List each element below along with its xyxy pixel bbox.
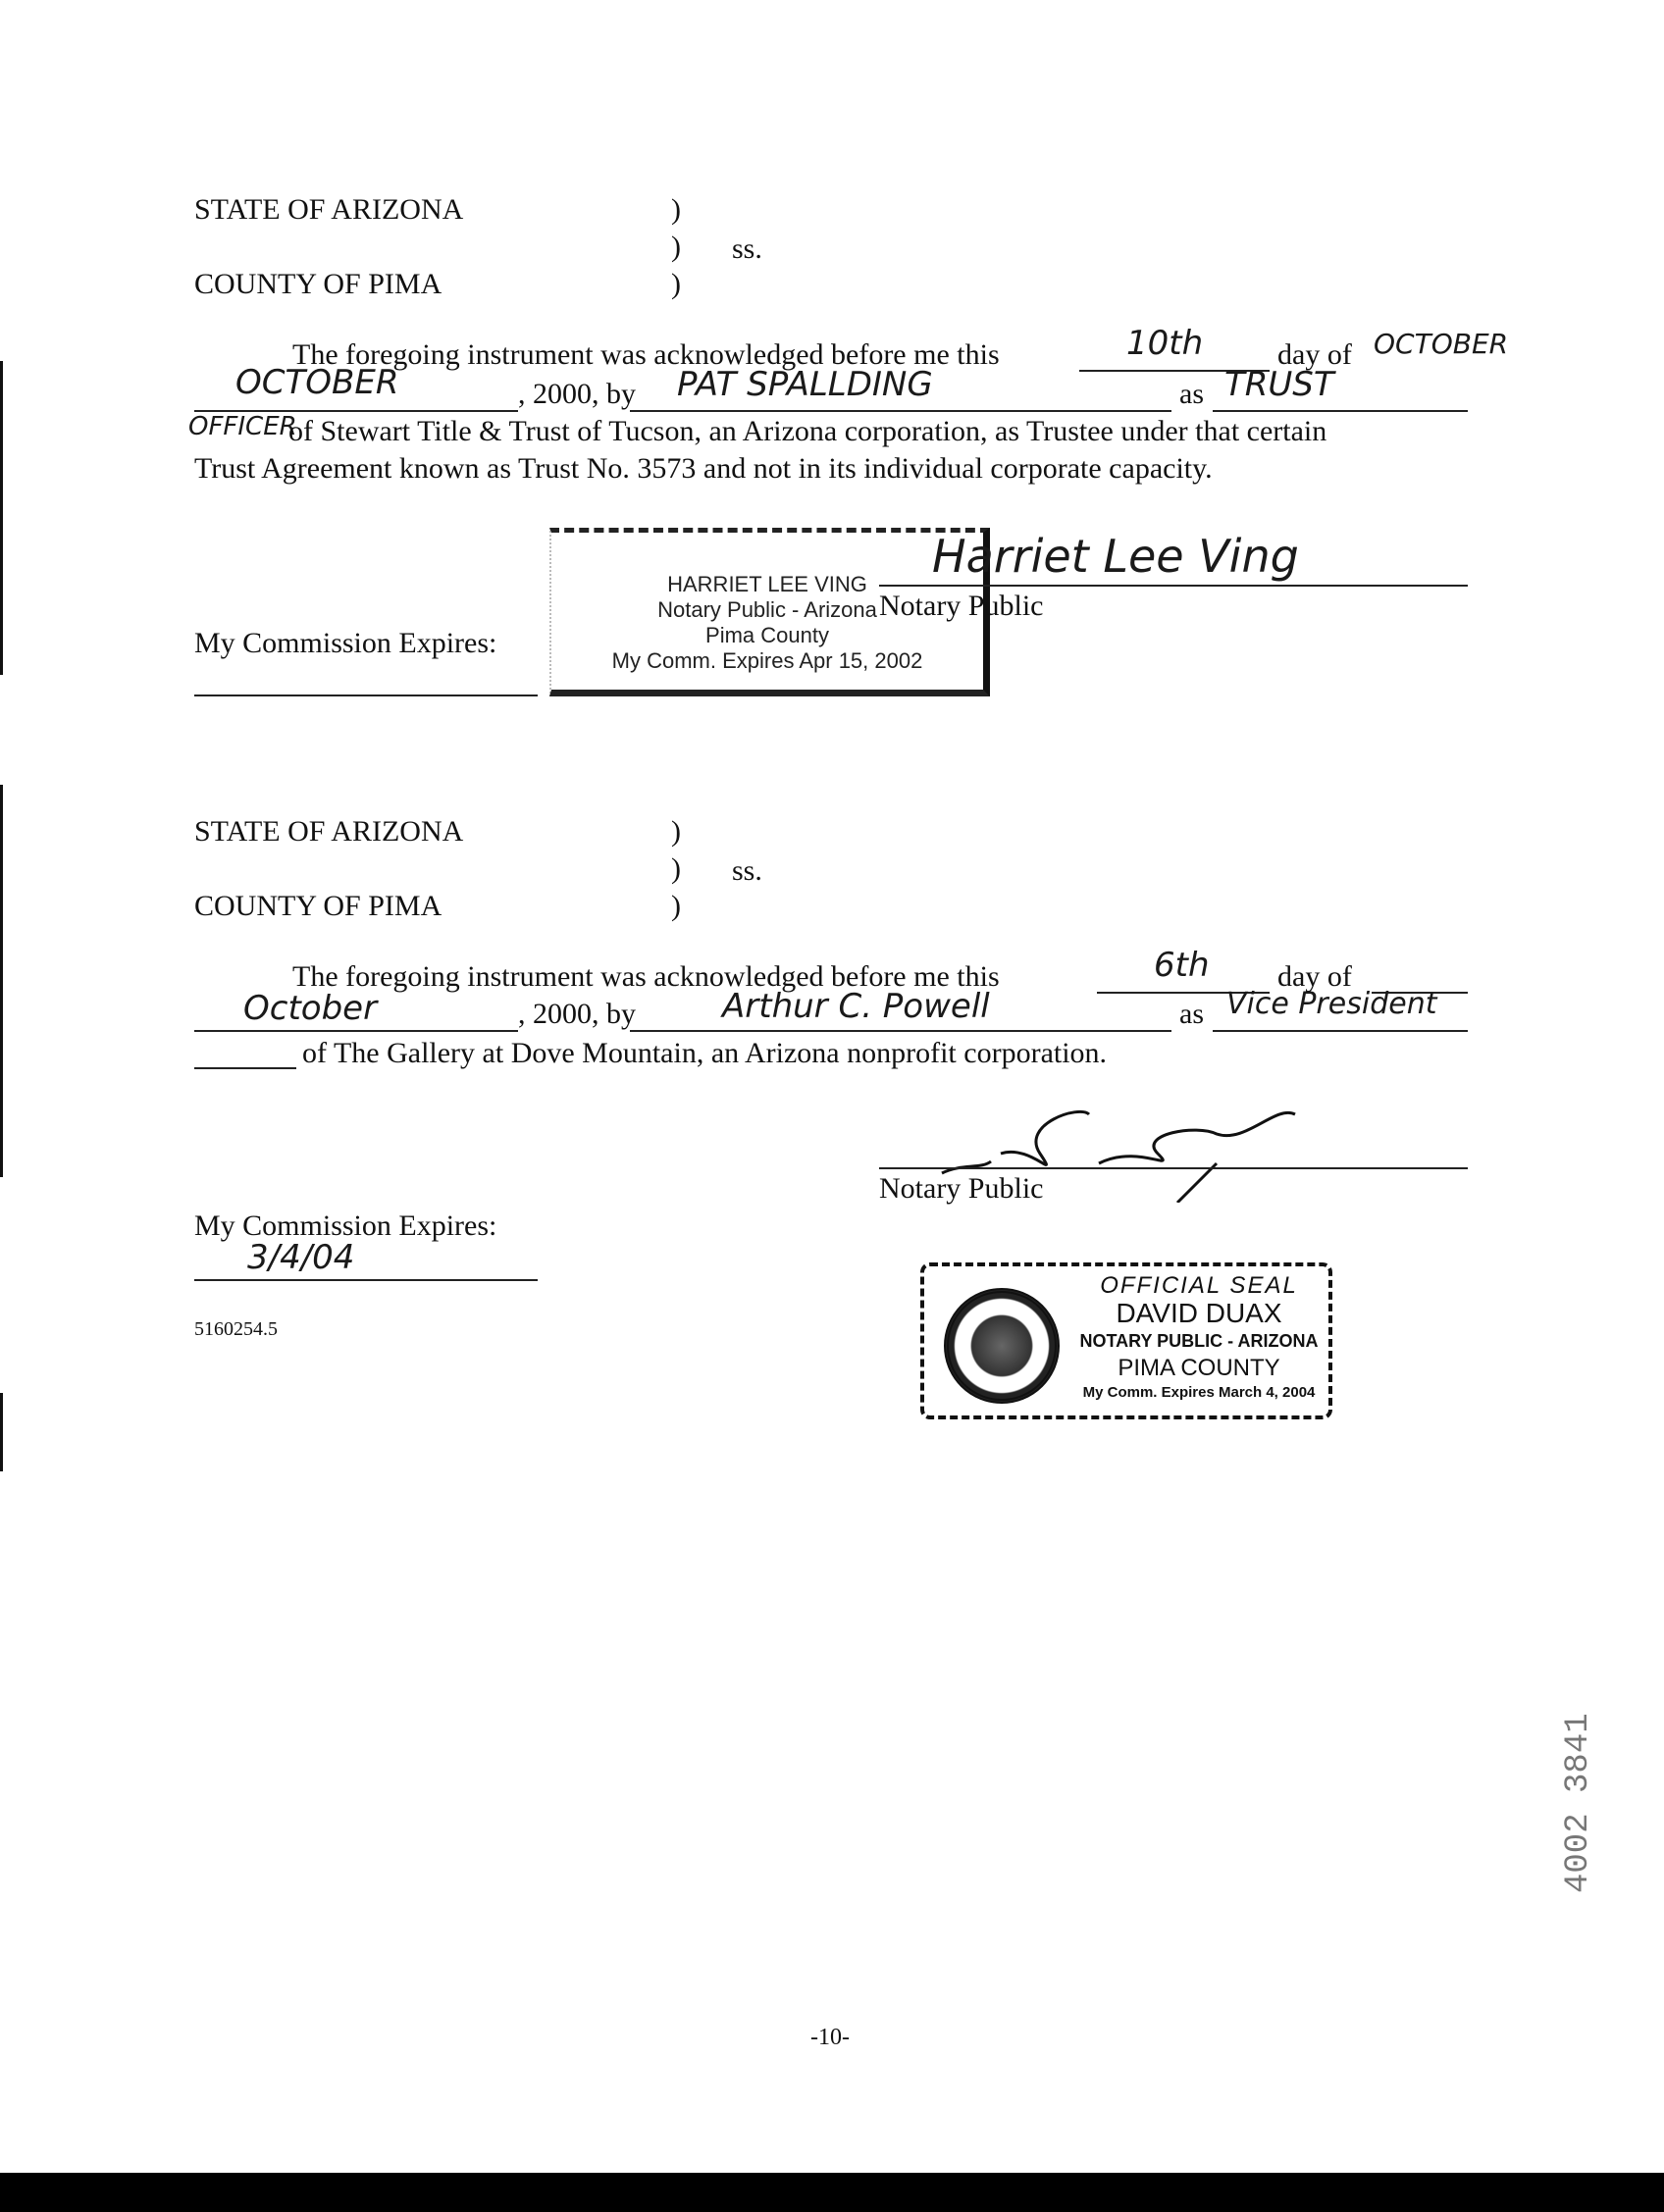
notary-public-label-1: Notary Public bbox=[879, 590, 1044, 622]
ack-line4-1: Trust Agreement known as Trust No. 3573 and not in its individual corporate capacity. bbox=[194, 452, 1213, 485]
stamp1-name: HARRIET LEE VING bbox=[667, 572, 867, 596]
ss-label-1: ss. bbox=[732, 232, 762, 265]
as-label-2: as bbox=[1179, 998, 1204, 1030]
day-of-1: day of bbox=[1277, 338, 1352, 371]
title-value-1: TRUST bbox=[1224, 365, 1334, 404]
official-seal-stamp bbox=[920, 1262, 1332, 1419]
state-label-1: STATE OF ARIZONA bbox=[194, 193, 464, 226]
name-value-1: PAT SPALLDING bbox=[677, 365, 933, 404]
notary-public-label-2: Notary Public bbox=[879, 1172, 1044, 1205]
stamp1-expires: My Comm. Expires Apr 15, 2002 bbox=[611, 648, 923, 673]
seal-title: NOTARY PUBLIC - ARIZONA bbox=[1079, 1331, 1319, 1351]
commission-blank-1 bbox=[194, 694, 538, 696]
commission-label-2: My Commission Expires: bbox=[194, 1209, 497, 1242]
title-blank-1 bbox=[1213, 410, 1468, 412]
stamp1-county: Pima County bbox=[705, 623, 829, 647]
scan-bottom-border bbox=[0, 2173, 1664, 2212]
state-label-2: STATE OF ARIZONA bbox=[194, 815, 464, 848]
ack-line3-2: of The Gallery at Dove Mountain, an Arizona nonprofit corporation. bbox=[302, 1037, 1108, 1069]
county-label-1: COUNTY OF PIMA bbox=[194, 268, 442, 300]
recording-stamp: 4002 3841 bbox=[1560, 1713, 1597, 1893]
commission-value-2: 3/4/04 bbox=[247, 1238, 355, 1277]
signature-line-1 bbox=[879, 585, 1468, 587]
seal-name: DAVID DUAX bbox=[1116, 1298, 1282, 1328]
commission-blank-2 bbox=[194, 1279, 538, 1281]
name-blank-2 bbox=[630, 1030, 1171, 1032]
seal-heading: OFFICIAL SEAL bbox=[1100, 1272, 1298, 1299]
month-value-2: October bbox=[243, 989, 378, 1028]
ack-line1-1: The foregoing instrument was acknowledged before me this bbox=[292, 338, 1000, 371]
seal-expires: My Comm. Expires March 4, 2004 bbox=[1082, 1384, 1316, 1401]
month-value-1: OCTOBER bbox=[235, 363, 399, 402]
paren-1c: ) bbox=[671, 268, 681, 300]
ack-line3-1: of Stewart Title & Trust of Tucson, an Arizona corporation, as Trustee under that certain bbox=[288, 415, 1327, 447]
doc-number: 5160254.5 bbox=[194, 1318, 278, 1340]
state-seal-icon bbox=[944, 1288, 1060, 1404]
paren-2a: ) bbox=[671, 815, 681, 848]
name-value-2: Arthur C. Powell bbox=[722, 987, 990, 1026]
page-number: -10- bbox=[810, 2025, 850, 2050]
day-value-1: 10th bbox=[1126, 324, 1204, 363]
paren-2c: ) bbox=[671, 890, 681, 922]
day-value-2: 6th bbox=[1154, 946, 1210, 985]
title-cont-blank-2 bbox=[194, 1067, 296, 1069]
title-cont-1: OFFICER bbox=[188, 412, 297, 441]
left-margin-mark-1 bbox=[0, 361, 3, 675]
as-label-1: as bbox=[1179, 378, 1204, 410]
county-label-2: COUNTY OF PIMA bbox=[194, 890, 442, 922]
title-value-2: Vice President bbox=[1226, 987, 1437, 1021]
stamp1-title: Notary Public - Arizona bbox=[657, 597, 877, 622]
commission-label-1: My Commission Expires: bbox=[194, 627, 497, 659]
signature-1: Harriet Lee Ving bbox=[932, 530, 1299, 583]
signature-line-2 bbox=[879, 1167, 1468, 1169]
title-blank-2 bbox=[1213, 1030, 1468, 1032]
left-margin-mark-2 bbox=[0, 785, 3, 1177]
year-by-2: , 2000, by bbox=[518, 998, 636, 1030]
paren-2b: ) bbox=[671, 852, 681, 885]
year-by-1: , 2000, by bbox=[518, 378, 636, 410]
day-of-2: day of bbox=[1277, 960, 1352, 993]
left-margin-mark-3 bbox=[0, 1393, 3, 1471]
paren-1b: ) bbox=[671, 231, 681, 263]
seal-county: PIMA COUNTY bbox=[1118, 1355, 1280, 1381]
ack-line1-2: The foregoing instrument was acknowledged before me this bbox=[292, 960, 1000, 993]
name-blank-1 bbox=[630, 410, 1171, 412]
ss-label-2: ss. bbox=[732, 854, 762, 887]
month-blank-2 bbox=[194, 1030, 518, 1032]
month-margin-1: OCTOBER bbox=[1374, 328, 1509, 360]
paren-1a: ) bbox=[671, 193, 681, 226]
